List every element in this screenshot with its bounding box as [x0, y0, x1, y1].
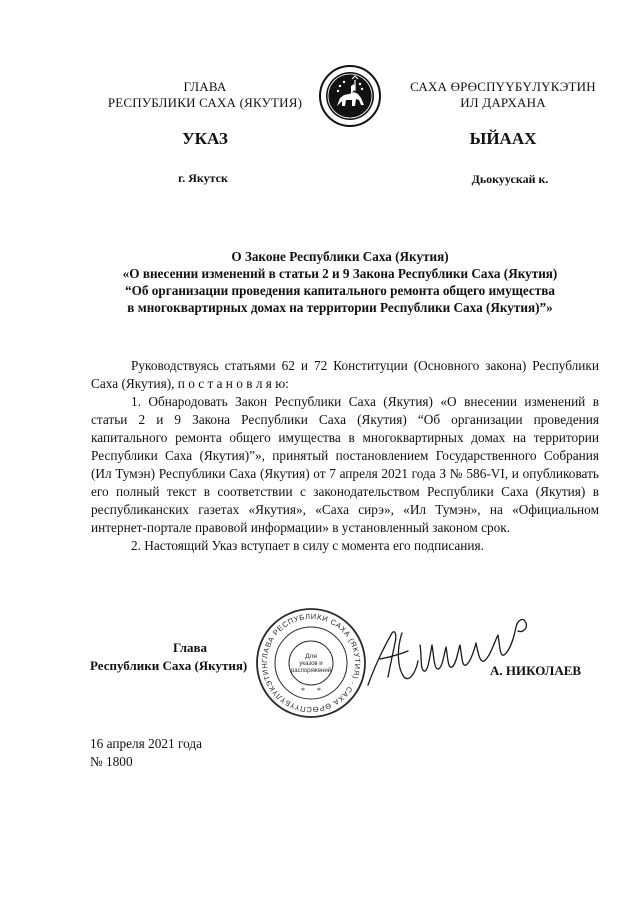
header-left: [90, 79, 320, 111]
document-body: [91, 357, 599, 555]
paragraph-1-text: Руководствуясь статьями 62 и 72 Конституции (Основного закона) Республики Саха (Якутия), п о с т а н о в л я ю:: [91, 358, 599, 391]
signer-name: А. НИКОЛАЕВ: [490, 663, 582, 678]
svg-text:*: *: [317, 686, 321, 695]
stamp-center-line2: указов и: [299, 661, 323, 667]
stamp-center-line1: Для: [305, 653, 317, 660]
city-left: г. Якутск: [178, 171, 228, 185]
title-line4: в многоквартирных домах на территории Республики Саха (Якутия)”»: [127, 300, 553, 315]
signature-role-line1: Глава: [172, 640, 208, 655]
paragraph-2-text: 1. Обнародовать Закон Республики Саха (Якутия) «О внесении изменений в статьи 2 и 9 Закона Республики Саха (Якутия) “Об организации проведения капитального ремонта общего имущества в многоквартирных домах на территории Республики Саха (Якутия)”», принятый постановлением Государственного Собрания (Ил Тумэн) Республики Саха (Якутия) от 7 апреля 2021 года З № 586-VI, и опубликовать его полный текст в соответствии с законодательством Республики Саха (Якутия) в республиканских газетах «Якутия», «Саха сирэ», «Ил Тумэн», на «Официальном интернет-портале правовой информации» в установленный законом срок.: [91, 394, 599, 535]
header-left-line1: ГЛАВА: [183, 79, 227, 94]
title-line3: “Об организации проведения капитального ремонта общего имущества: [125, 283, 555, 298]
city-right: Дьокуускай к.: [471, 172, 549, 186]
header-right-line1: САХА ӨРӨСПҮҮБҮЛҮКЭТИН: [410, 79, 596, 94]
stamp-center-line3: распоряжений: [290, 668, 332, 674]
doc-type-left: УКАЗ: [182, 129, 228, 148]
paragraph-3: [91, 537, 599, 555]
paragraph-3-text: 2. Настоящий Указ вступает в силу с момента его подписания.: [131, 538, 484, 553]
document-footer: [90, 735, 290, 771]
header-right-line2: ИЛ ДАРХАНА: [460, 95, 546, 110]
title-line2: «О внесении изменений в статьи 2 и 9 Закона Республики Саха (Якутия): [122, 266, 558, 281]
svg-text:*: *: [301, 686, 305, 695]
paragraph-2: [91, 393, 599, 537]
document-date: 16 апреля 2021 года: [90, 736, 203, 751]
stamp-ring-text: ГЛАВА РЕСПУБЛИКИ САХА (ЯКУТИЯ) · САХА ӨРӨСПҮҮБҮЛҮКЭТИН: [259, 611, 363, 715]
coat-of-arms-icon: [318, 64, 382, 128]
document-number: № 1800: [90, 754, 133, 769]
document-title: [70, 248, 610, 316]
title-line1: О Законе Республики Саха (Якутия): [231, 249, 449, 264]
header-right: [388, 79, 618, 111]
doc-type-right: ЫЙААХ: [469, 129, 537, 148]
header-left-line2: РЕСПУБЛИКИ САХА (ЯКУТИЯ): [107, 95, 303, 110]
paragraph-1: [91, 357, 599, 393]
official-stamp: [255, 607, 367, 719]
signature-role-line2: Республики Саха (Якутия): [90, 658, 248, 673]
